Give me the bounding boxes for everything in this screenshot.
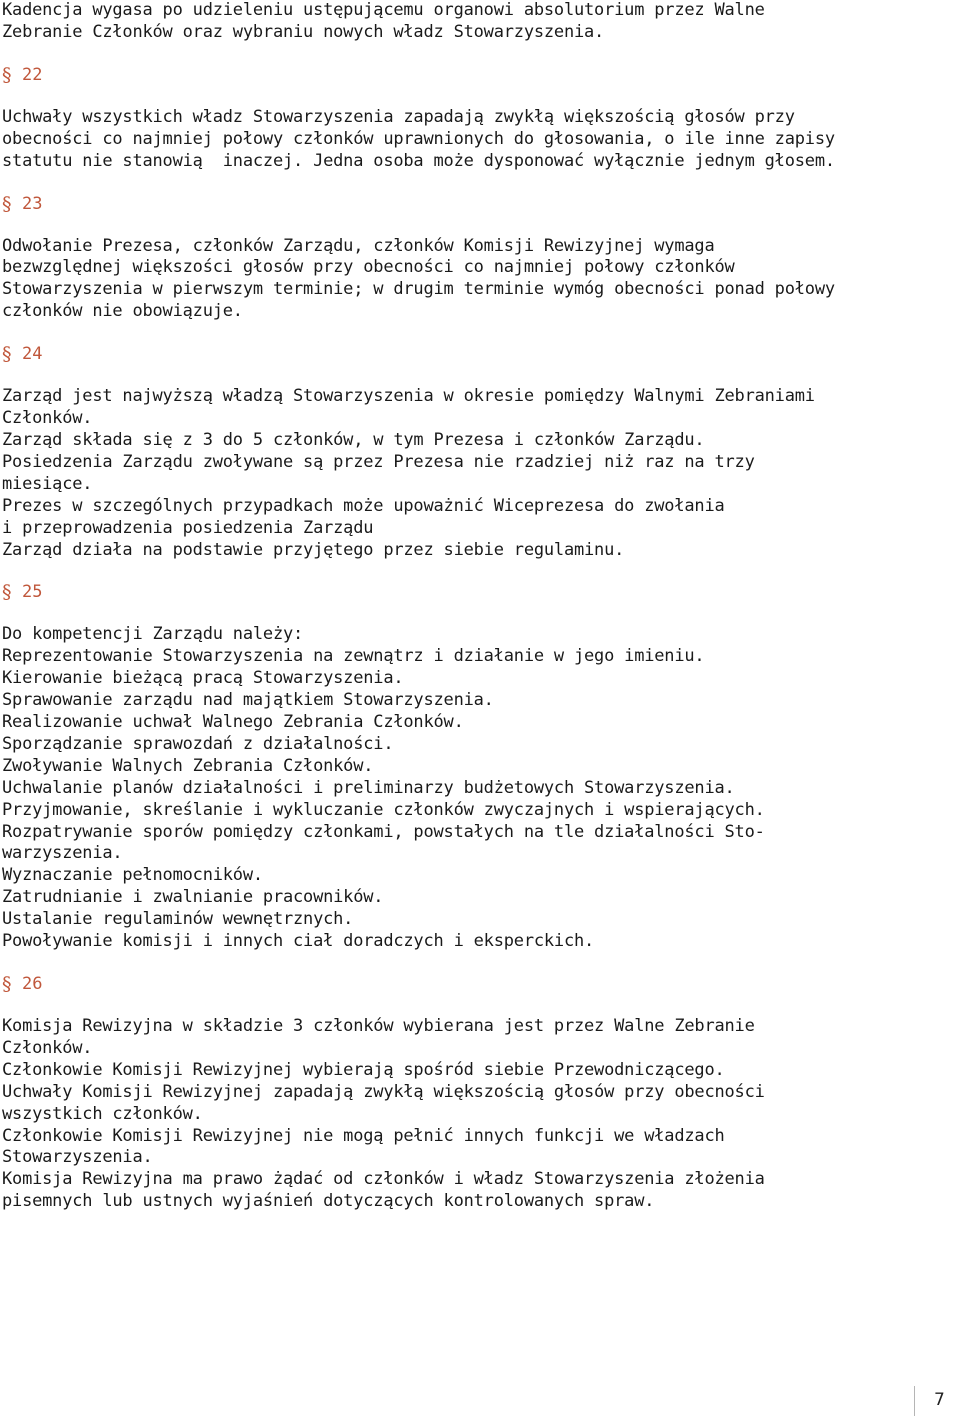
section-paragraph	[2, 236, 952, 324]
section-number: 25	[22, 582, 43, 603]
section-number: 22	[22, 64, 43, 85]
page-number: 7	[934, 1390, 945, 1410]
text-line: Członków.	[2, 408, 93, 429]
section-heading	[2, 343, 952, 365]
section-heading	[2, 64, 952, 86]
section-heading	[2, 973, 952, 995]
text-line: Stowarzyszenia.	[2, 1147, 153, 1168]
text-line: Przyjmowanie, skreślanie i wykluczanie członków zwyczajnych i wspierających.	[2, 799, 765, 820]
text-line: Członkowie Komisji Rewizyjnej nie mogą pełnić innych funkcji we władzach	[2, 1125, 725, 1146]
text-line: Zarząd jest najwyższą władzą Stowarzyszenia w okresie pomiędzy Walnymi Zebraniami	[2, 386, 815, 407]
section-heading	[2, 193, 952, 215]
text-line: Rozpatrywanie sporów pomiędzy członkami, powstałych na tle działalności Sto-	[2, 821, 765, 842]
section-number: 24	[22, 344, 43, 365]
section-sign-icon: §	[2, 63, 12, 86]
text-line: Sprawowanie zarządu nad majątkiem Stowarzyszenia.	[2, 690, 494, 711]
text-line: członków nie obowiązuje.	[2, 301, 243, 322]
text-line: Stowarzyszenia w pierwszym terminie; w drugim terminie wymóg obecności ponad połowy	[2, 279, 835, 300]
text-line: Do kompetencji Zarządu należy:	[2, 624, 304, 645]
text-line: miesiące.	[2, 473, 93, 494]
text-line: Uchwały wszystkich władz Stowarzyszenia zapadają zwykłą większością głosów przy	[2, 106, 795, 127]
text-line: Odwołanie Prezesa, członków Zarządu, członków Komisji Rewizyjnej wymaga	[2, 235, 715, 256]
text-line: i przeprowadzenia posiedzenia Zarządu	[2, 517, 374, 538]
text-line: Członkowie Komisji Rewizyjnej wybierają spośród siebie Przewodniczącego.	[2, 1059, 725, 1080]
text-line: bezwzględnej większości głosów przy obecności co najmniej połowy członków	[2, 257, 735, 278]
section-26	[2, 973, 952, 1213]
text-line: statutu nie stanowią inaczej. Jedna osoba może dysponować wyłącznie jednym głosem.	[2, 150, 835, 171]
section-number: 23	[22, 193, 43, 214]
footer-divider	[914, 1386, 915, 1416]
section-sign-icon: §	[2, 343, 12, 366]
sections-container	[2, 64, 952, 1213]
text-line: Ustalanie regulaminów wewnętrznych.	[2, 909, 354, 930]
text-line: Komisja Rewizyjna ma prawo żądać od członków i władz Stowarzyszenia złożenia	[2, 1169, 765, 1190]
text-line: Kadencja wygasa po udzieleniu ustępującemu organowi absolutorium przez Walne	[2, 0, 765, 20]
text-line: warzyszenia.	[2, 843, 123, 864]
text-line: Zwoływanie Walnych Zebrania Członków.	[2, 755, 374, 776]
text-line: Reprezentowanie Stowarzyszenia na zewnątrz i działanie w jego imieniu.	[2, 646, 705, 667]
page-footer	[900, 1386, 960, 1418]
intro-paragraph	[2, 0, 952, 44]
section-paragraph	[2, 386, 952, 561]
section-number: 26	[22, 974, 43, 994]
text-line: Powoływanie komisji i innych ciał doradczych i eksperckich.	[2, 931, 595, 952]
text-line: Uchwały Komisji Rewizyjnej zapadają zwykłą większością głosów przy obecności	[2, 1081, 765, 1102]
text-line: Członków.	[2, 1037, 93, 1058]
text-line: Uchwalanie planów działalności i preliminarzy budżetowych Stowarzyszenia.	[2, 777, 735, 798]
section-sign-icon: §	[2, 581, 12, 604]
text-line: Zarząd działa na podstawie przyjętego przez siebie regulaminu.	[2, 539, 625, 560]
section-23	[2, 193, 952, 324]
text-line: Posiedzenia Zarządu zwoływane są przez Prezesa nie rzadziej niż raz na trzy	[2, 451, 755, 472]
text-line: pisemnych lub ustnych wyjaśnień dotyczących kontrolowanych spraw.	[2, 1191, 655, 1212]
section-22	[2, 64, 952, 173]
section-sign-icon: §	[2, 192, 12, 215]
text-line: obecności co najmniej połowy członków uprawnionych do głosowania, o ile inne zapisy	[2, 128, 835, 149]
document-page	[2, 0, 952, 1213]
section-paragraph	[2, 107, 952, 173]
text-line: Kierowanie bieżącą pracą Stowarzyszenia.	[2, 668, 404, 689]
text-line: Prezes w szczególnych przypadkach może upoważnić Wiceprezesa do zwołania	[2, 495, 725, 516]
text-line: Zatrudnianie i zwalnianie pracowników.	[2, 887, 384, 908]
text-line: Realizowanie uchwał Walnego Zebrania Członków.	[2, 712, 464, 733]
section-heading	[2, 581, 952, 603]
section-25	[2, 581, 952, 953]
section-paragraph	[2, 624, 952, 953]
text-line: Wyznaczanie pełnomocników.	[2, 865, 263, 886]
text-line: Sporządzanie sprawozdań z działalności.	[2, 733, 394, 754]
section-paragraph	[2, 1016, 952, 1213]
section-24	[2, 343, 952, 561]
section-sign-icon: §	[2, 973, 12, 995]
text-line: Zebranie Członków oraz wybraniu nowych władz Stowarzyszenia.	[2, 21, 605, 42]
text-line: wszystkich członków.	[2, 1103, 203, 1124]
text-line: Komisja Rewizyjna w składzie 3 członków wybierana jest przez Walne Zebranie	[2, 1016, 755, 1036]
text-line: Zarząd składa się z 3 do 5 członków, w tym Prezesa i członków Zarządu.	[2, 429, 705, 450]
